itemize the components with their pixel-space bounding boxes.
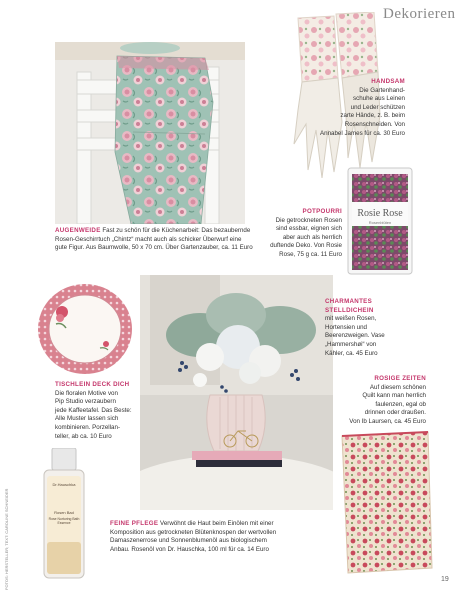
page-number: 19 bbox=[441, 576, 449, 583]
caption-potpourri-line: aber auch als herrlich bbox=[282, 233, 342, 241]
caption-handsam-head: HANDSAM bbox=[371, 78, 405, 85]
caption-augenweide bbox=[55, 227, 255, 253]
caption-feine-head: FEINE PFLEGE bbox=[110, 520, 159, 527]
photo-credit: FOTOS: HERSTELLER; TEXT: CAROLINE SCHNEIDER bbox=[4, 488, 9, 590]
caption-potpourri-head: POTPOURRI bbox=[302, 208, 342, 215]
caption-potpourri-line: Die getrockneten Rosen bbox=[275, 216, 342, 224]
caption-tischlein-head: TISCHLEIN DECK DICH bbox=[55, 381, 130, 388]
caption-feine bbox=[110, 520, 338, 554]
caption-augenweide-line: Fast zu schön für die Küchenarbeit: Das bezaubernde bbox=[102, 227, 251, 234]
caption-feine-line: Komposition aus getrockneten Blütenknospen der wertvollen bbox=[110, 528, 277, 536]
caption-potpourri-line: duftende Deko. Von Rosie bbox=[270, 242, 342, 250]
caption-augenweide-line: gute Figur. Aus Baumwolle, 50 x 70 cm. Über Gartenzauber, ca. 11 Euro bbox=[55, 244, 253, 252]
caption-rosige bbox=[320, 375, 426, 427]
caption-tischlein-line: teller, ab ca. 10 Euro bbox=[55, 432, 112, 440]
bottle-label1: Rosen Bad bbox=[54, 510, 74, 515]
caption-charmantes bbox=[325, 298, 405, 358]
caption-tischlein-line: Pip Studio verzaubern bbox=[55, 398, 116, 406]
caption-handsam-line: und Leder schützen bbox=[350, 103, 405, 111]
bottle-label2: Rose Nurturing Bath Essence bbox=[48, 517, 80, 525]
caption-handsam-line: schuhe aus Leinen bbox=[353, 95, 405, 103]
caption-feine-line: Damaszenerrose und Sonnenblumenöl aus biologischem bbox=[110, 537, 267, 545]
caption-tischlein-line: jede Kaffeetafel. Das Beste: bbox=[55, 406, 132, 414]
plate-photo bbox=[36, 282, 134, 376]
caption-potpourri-line: sind essbar, eignen sich bbox=[275, 225, 342, 233]
caption-charmantes-line: Kähler, ca. 45 Euro bbox=[325, 349, 378, 357]
caption-charmantes-head2: STELLDICHEIN bbox=[325, 306, 374, 314]
caption-handsam-line: Die Gartenhand- bbox=[359, 86, 405, 94]
caption-potpourri bbox=[252, 208, 342, 260]
caption-rosige-line: Auf diesem schönen bbox=[369, 383, 426, 391]
caption-augenweide-head: AUGENWEIDE bbox=[55, 227, 101, 234]
caption-charmantes-head1: CHARMANTES bbox=[325, 298, 372, 305]
caption-handsam-line: Rosenschneiden. Von bbox=[344, 120, 405, 128]
caption-rosige-line: faulenzen, egal ob bbox=[375, 400, 426, 408]
quilt-photo bbox=[338, 430, 434, 575]
caption-augenweide-line: Rosen-Geschirrtuch „Chintz“ macht auch als schicker Überwurf eine bbox=[55, 235, 242, 243]
caption-rosige-head: ROSIGE ZEITEN bbox=[374, 375, 426, 382]
caption-charmantes-line: „Hammershøi“ von bbox=[325, 340, 377, 348]
rosie-sub: Rosenblüten bbox=[368, 220, 392, 225]
flower-vase-photo bbox=[140, 275, 333, 510]
caption-rosige-line: drinnen oder draußen. bbox=[364, 409, 426, 417]
caption-rosige-line: Quilt kann man herrlich bbox=[362, 392, 426, 400]
caption-charmantes-line: mit weißen Rosen, bbox=[325, 315, 377, 323]
caption-tischlein-line: Alle Muster lassen sich bbox=[55, 415, 119, 423]
bottle-brand: Dr.Hauschka bbox=[52, 482, 76, 487]
caption-rosige-line: Von Ib Laursen, ca. 45 Euro bbox=[349, 417, 426, 425]
caption-potpourri-line: Rose, 75 g ca. 11 Euro bbox=[279, 250, 342, 258]
section-title: Dekorieren bbox=[383, 6, 456, 22]
tea-towel-photo bbox=[55, 42, 245, 224]
caption-feine-line: Anbau. Rosenöl von Dr. Hauschka, 100 ml für ca. 14 Euro bbox=[110, 545, 269, 553]
caption-tischlein-line: kombinieren. Porzellan- bbox=[55, 423, 120, 431]
caption-tischlein-line: Die floralen Motive von bbox=[55, 389, 118, 397]
rose-potpourri-bag bbox=[346, 166, 414, 276]
rosie-brand: Rosie Rose bbox=[357, 208, 403, 219]
caption-tischlein bbox=[55, 381, 150, 441]
caption-handsam bbox=[300, 78, 405, 138]
caption-charmantes-line: Hortensien und bbox=[325, 323, 367, 331]
caption-feine-line: Verwöhnt die Haut beim Einölen mit einer bbox=[160, 520, 274, 527]
caption-handsam-line: zarte Hände, z. B. beim bbox=[340, 112, 405, 120]
caption-charmantes-line: Beerenzweigen. Vase bbox=[325, 332, 385, 340]
caption-handsam-line: Annabel James für ca. 30 Euro bbox=[320, 129, 405, 137]
rose-oil-bottle bbox=[36, 448, 92, 580]
